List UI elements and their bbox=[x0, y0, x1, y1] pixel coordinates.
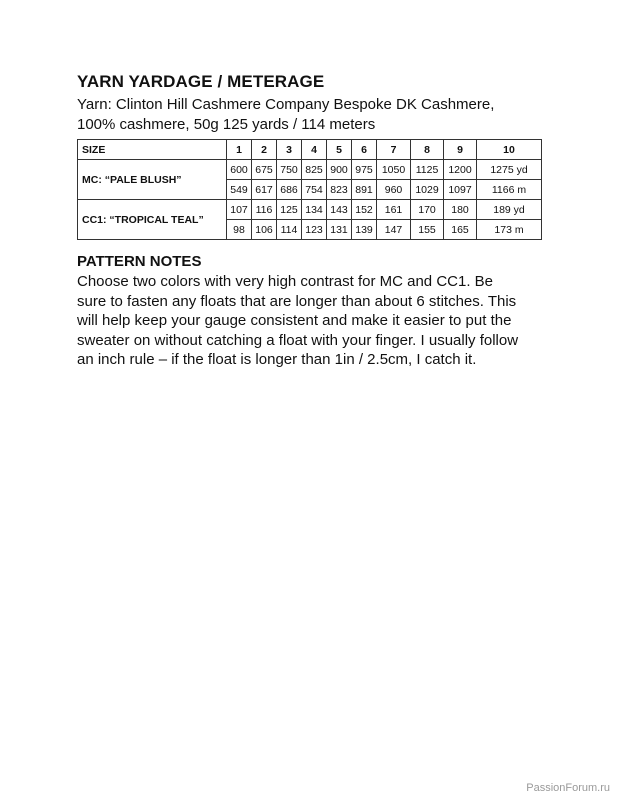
size-column-header: 1 bbox=[227, 140, 252, 160]
yardage-cell: 675 bbox=[252, 160, 277, 180]
table-row bbox=[78, 160, 542, 180]
meterage-cell: 131 bbox=[327, 220, 352, 240]
meterage-cell: 960 bbox=[377, 180, 411, 200]
size-column-header: 9 bbox=[444, 140, 477, 160]
meterage-cell: 686 bbox=[277, 180, 302, 200]
table-header-row bbox=[78, 140, 542, 160]
meterage-cell: 754 bbox=[302, 180, 327, 200]
yardage-cell: 750 bbox=[277, 160, 302, 180]
page-content bbox=[77, 72, 541, 370]
yardage-cell: 107 bbox=[227, 200, 252, 220]
meterage-cell: 823 bbox=[327, 180, 352, 200]
meterage-cell: 98 bbox=[227, 220, 252, 240]
notes-line: sure to fasten any floats that are longer than about 6 stitches. This bbox=[77, 292, 517, 310]
notes-line: an inch rule – if the float is longer than 1in / 2.5cm, I catch it. bbox=[77, 351, 477, 369]
yarn-line: Yarn: Clinton Hill Cashmere Company Bespoke DK Cashmere, bbox=[77, 96, 495, 113]
size-column-header: 10 bbox=[477, 140, 542, 160]
watermark: PassionForum.ru bbox=[526, 782, 610, 794]
yardage-cell: 152 bbox=[352, 200, 377, 220]
notes-line: sweater on without catching a float with your finger. I usually follow bbox=[77, 331, 519, 349]
meterage-cell: 114 bbox=[277, 220, 302, 240]
yardage-cell: 161 bbox=[377, 200, 411, 220]
yarn-description bbox=[77, 95, 541, 135]
section-title-notes: PATTERN NOTES bbox=[77, 253, 202, 270]
yardage-cell: 975 bbox=[352, 160, 377, 180]
meterage-cell: 147 bbox=[377, 220, 411, 240]
yarn-line: 100% cashmere, 50g 125 yards / 114 meters bbox=[77, 116, 376, 133]
yardage-cell: 116 bbox=[252, 200, 277, 220]
meterage-cell: 891 bbox=[352, 180, 377, 200]
yardage-cell: 1275 yd bbox=[477, 160, 542, 180]
color-label: CC1: “TROPICAL TEAL” bbox=[78, 200, 227, 240]
size-column-header: 7 bbox=[377, 140, 411, 160]
yardage-cell: 1050 bbox=[377, 160, 411, 180]
meterage-cell: 139 bbox=[352, 220, 377, 240]
notes-line: will help keep your gauge consistent and make it easier to put the bbox=[77, 312, 512, 330]
meterage-cell: 617 bbox=[252, 180, 277, 200]
size-column-header: 3 bbox=[277, 140, 302, 160]
section-title-yardage: YARN YARDAGE / METERAGE bbox=[77, 72, 325, 91]
yardage-table bbox=[77, 139, 542, 240]
table-row bbox=[78, 200, 542, 220]
yardage-cell: 900 bbox=[327, 160, 352, 180]
yardage-cell: 134 bbox=[302, 200, 327, 220]
meterage-cell: 165 bbox=[444, 220, 477, 240]
yardage-cell: 600 bbox=[227, 160, 252, 180]
meterage-cell: 1166 m bbox=[477, 180, 542, 200]
yardage-cell: 1125 bbox=[411, 160, 444, 180]
meterage-cell: 123 bbox=[302, 220, 327, 240]
yardage-cell: 143 bbox=[327, 200, 352, 220]
meterage-cell: 155 bbox=[411, 220, 444, 240]
color-label: MC: “PALE BLUSH” bbox=[78, 160, 227, 200]
meterage-cell: 106 bbox=[252, 220, 277, 240]
yardage-cell: 825 bbox=[302, 160, 327, 180]
yardage-cell: 170 bbox=[411, 200, 444, 220]
meterage-cell: 1029 bbox=[411, 180, 444, 200]
yardage-cell: 189 yd bbox=[477, 200, 542, 220]
size-column-header: 2 bbox=[252, 140, 277, 160]
size-header: SIZE bbox=[78, 140, 227, 160]
pattern-notes bbox=[77, 272, 541, 370]
yardage-cell: 125 bbox=[277, 200, 302, 220]
meterage-cell: 549 bbox=[227, 180, 252, 200]
yardage-cell: 1200 bbox=[444, 160, 477, 180]
yardage-cell: 180 bbox=[444, 200, 477, 220]
size-column-header: 6 bbox=[352, 140, 377, 160]
size-column-header: 8 bbox=[411, 140, 444, 160]
notes-line: Choose two colors with very high contrast for MC and CC1. Be bbox=[77, 273, 494, 290]
meterage-cell: 173 m bbox=[477, 220, 542, 240]
meterage-cell: 1097 bbox=[444, 180, 477, 200]
size-column-header: 4 bbox=[302, 140, 327, 160]
size-column-header: 5 bbox=[327, 140, 352, 160]
